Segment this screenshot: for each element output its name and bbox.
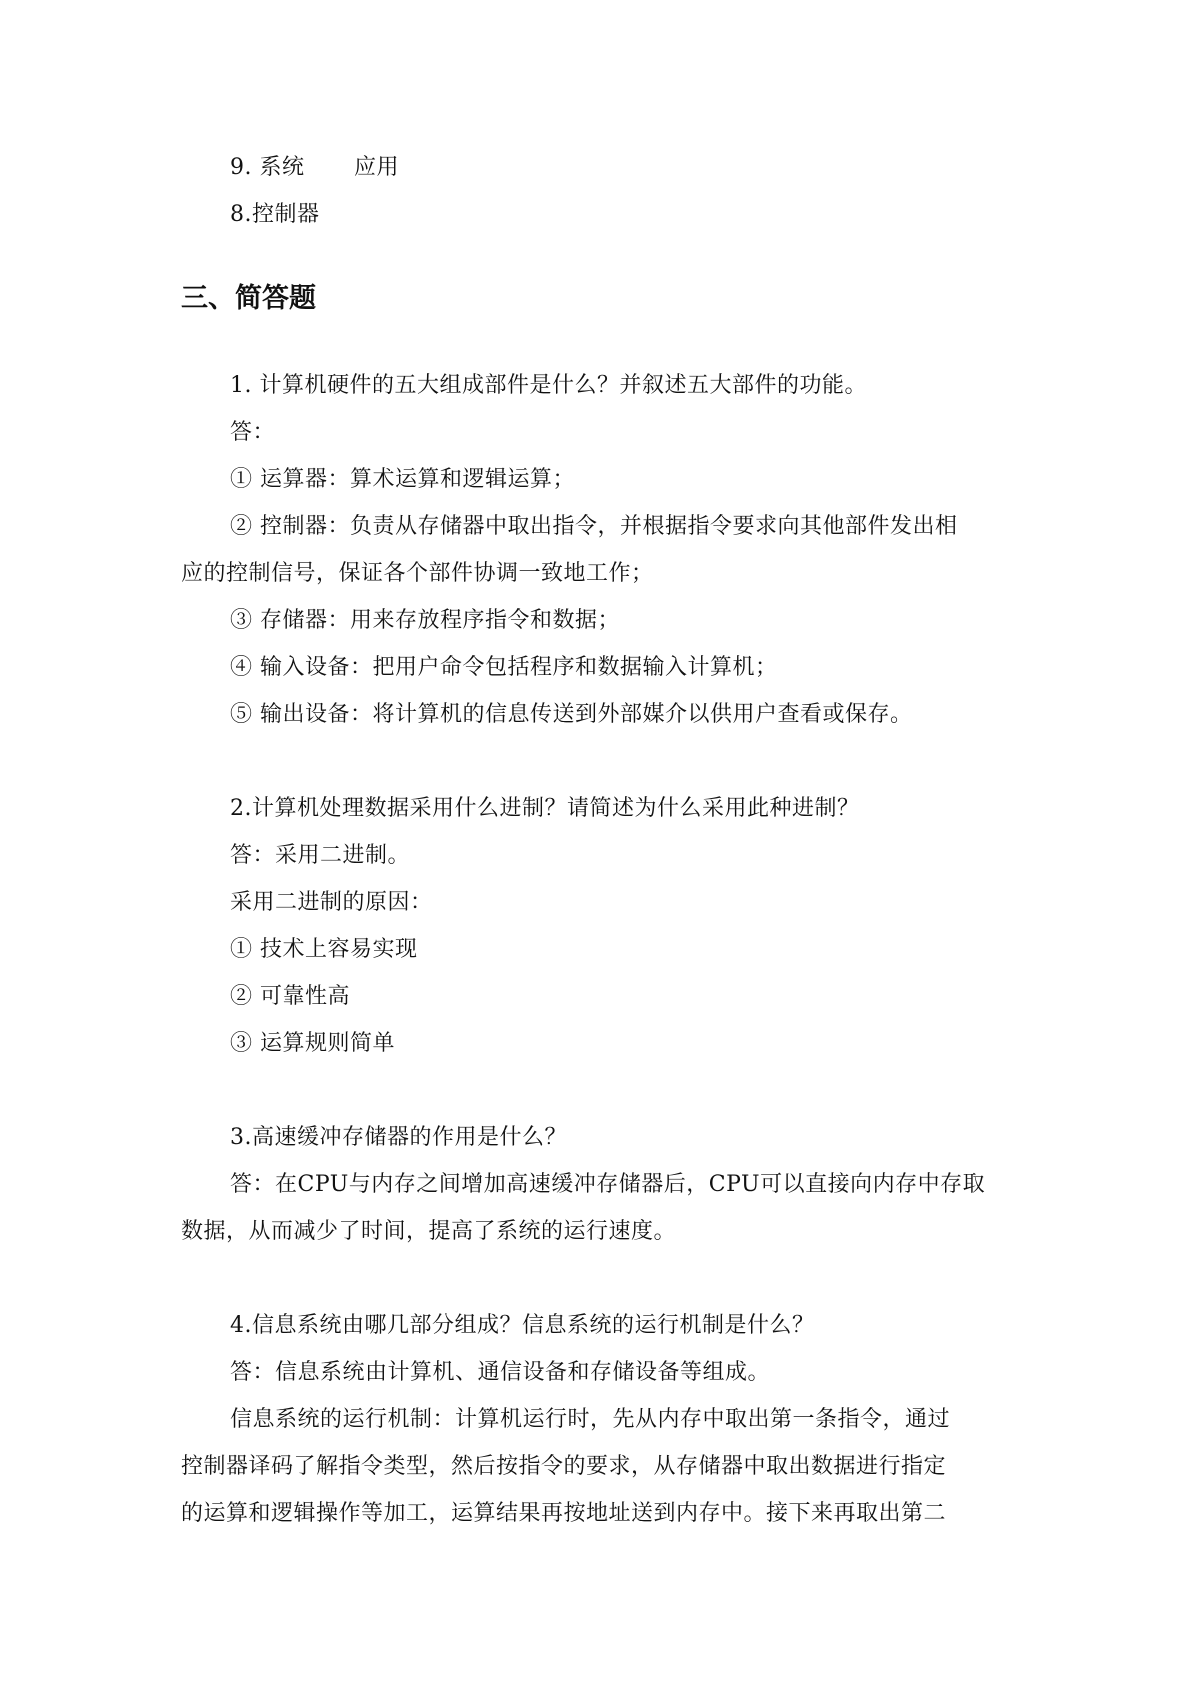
fill-item-9-answer-a: 系统 bbox=[259, 155, 305, 180]
answer-4-mechanism-line: 控制器译码了解指令类型，然后按指令的要求，从存储器中取出数据进行指定 bbox=[181, 1454, 947, 1479]
fill-item-9-answer-b: 应用 bbox=[354, 155, 400, 180]
fill-item-9 bbox=[230, 153, 399, 183]
answer-3-line: 答：在CPU与内存之间增加高速缓冲存储器后，CPU可以直接向内存中存取 bbox=[230, 1172, 986, 1197]
question-1: 1. 计算机硬件的五大组成部件是什么？并叙述五大部件的功能。 bbox=[230, 373, 867, 398]
answer-1-point-continuation: 应的控制信号，保证各个部件协调一致地工作； bbox=[181, 561, 654, 586]
answer-1-point: ② 控制器：负责从存储器中取出指令，并根据指令要求向其他部件发出相 bbox=[230, 514, 958, 539]
section-heading: 三、简答题 bbox=[181, 283, 316, 314]
answer-1-point: ① 运算器：算术运算和逻辑运算； bbox=[230, 467, 575, 492]
answer-2: 答：采用二进制。 bbox=[230, 843, 411, 868]
question-4: 4.信息系统由哪几部分组成？信息系统的运行机制是什么？ bbox=[230, 1313, 815, 1338]
question-2: 2.计算机处理数据采用什么进制？请简述为什么采用此种进制？ bbox=[230, 796, 860, 821]
question-3: 3.高速缓冲存储器的作用是什么？ bbox=[230, 1125, 567, 1150]
answer-label-1: 答： bbox=[230, 420, 276, 445]
answer-1-point: ④ 输入设备：把用户命令包括程序和数据输入计算机； bbox=[230, 655, 778, 680]
answer-2-reason: ① 技术上容易实现 bbox=[230, 937, 418, 962]
answer-2-reason-title: 采用二进制的原因： bbox=[230, 890, 433, 915]
fill-item-9-number: 9. bbox=[230, 155, 252, 180]
answer-2-reason: ③ 运算规则简单 bbox=[230, 1031, 395, 1056]
answer-1-point: ③ 存储器：用来存放程序指令和数据； bbox=[230, 608, 620, 633]
answer-2-reason: ② 可靠性高 bbox=[230, 984, 350, 1009]
answer-4-mechanism-line: 信息系统的运行机制：计算机运行时，先从内存中取出第一条指令，通过 bbox=[230, 1407, 951, 1432]
answer-3-line: 数据，从而减少了时间，提高了系统的运行速度。 bbox=[181, 1219, 677, 1244]
answer-4: 答：信息系统由计算机、通信设备和存储设备等组成。 bbox=[230, 1360, 771, 1385]
fill-item-8: 8.控制器 bbox=[230, 202, 320, 227]
answer-4-mechanism-line: 的运算和逻辑操作等加工，运算结果再按地址送到内存中。接下来再取出第二 bbox=[181, 1501, 947, 1526]
answer-1-point: ⑤ 输出设备：将计算机的信息传送到外部媒介以供用户查看或保存。 bbox=[230, 702, 913, 727]
